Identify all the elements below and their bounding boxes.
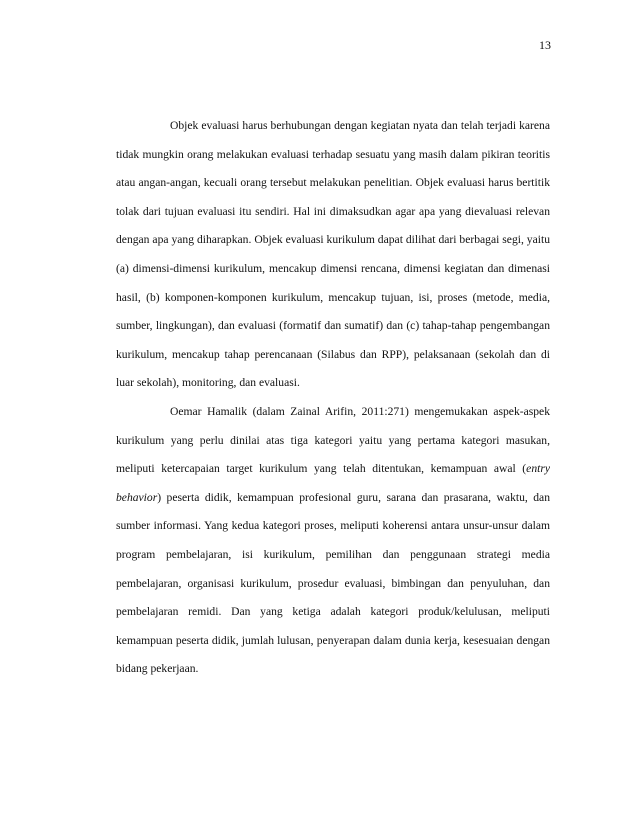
italic-term: entry behavior (116, 462, 550, 504)
paragraph-text: ) peserta didik, kemampuan profesional guru, sarana dan prasarana, waktu, dan sumber informasi. Yang kedua kategori proses, meliputi koherensi antara unsur-unsur dalam program pembelajaran, isi kurikulum, pemilihan dan penggunaan strategi media pembelajaran, organisasi kurikulum, prosedur evaluasi, bimbingan dan penyuluhan, dan pembelajaran remidi. Dan yang ketiga adalah kategori produk/kelulusan, meliputi kemampuan peserta didik, jumlah lulusan, penyerapan dalam dunia kerja, kesesuaian dengan bidang pekerjaan. (116, 490, 550, 676)
page-number: 13 (539, 38, 551, 52)
body-text (116, 112, 550, 684)
paragraph-object-evaluation: Objek evaluasi harus berhubungan dengan kegiatan nyata dan telah terjadi karena tidak mungkin orang melakukan evaluasi terhadap sesuatu yang masih dalam pikiran teoritis atau angan-angan, kecuali orang tersebut melakukan penelitian. Objek evaluasi harus bertitik tolak dari tujuan evaluasi itu sendiri. Hal ini dimaksudkan agar apa yang dievaluasi relevan dengan apa yang diharapkan. Objek evaluasi kurikulum dapat dilihat dari berbagai segi, yaitu (a) dimensi-dimensi kurikulum, mencakup dimensi rencana, dimensi kegiatan dan dimenasi hasil, (b) komponen-komponen kurikulum, mencakup tujuan, isi, proses (metode, media, sumber, lingkungan), dan evaluasi (formatif dan sumatif) dan (c) tahap-tahap pengembangan kurikulum, mencakup tahap perencanaan (Silabus dan RPP), pelaksanaan (sekolah dan di luar sekolah), monitoring, dan evaluasi. (116, 119, 550, 390)
paragraph-curriculum-aspects (116, 398, 550, 684)
paragraph-text: Oemar Hamalik (dalam Zainal Arifin, 2011:271) mengemukakan aspek-aspek kurikulum yang perlu dinilai atas tiga kategori yaitu yang pertama kategori masukan, meliputi ketercapaian target kurikulum yang telah ditentukan, kemampuan awal ( (116, 404, 550, 476)
